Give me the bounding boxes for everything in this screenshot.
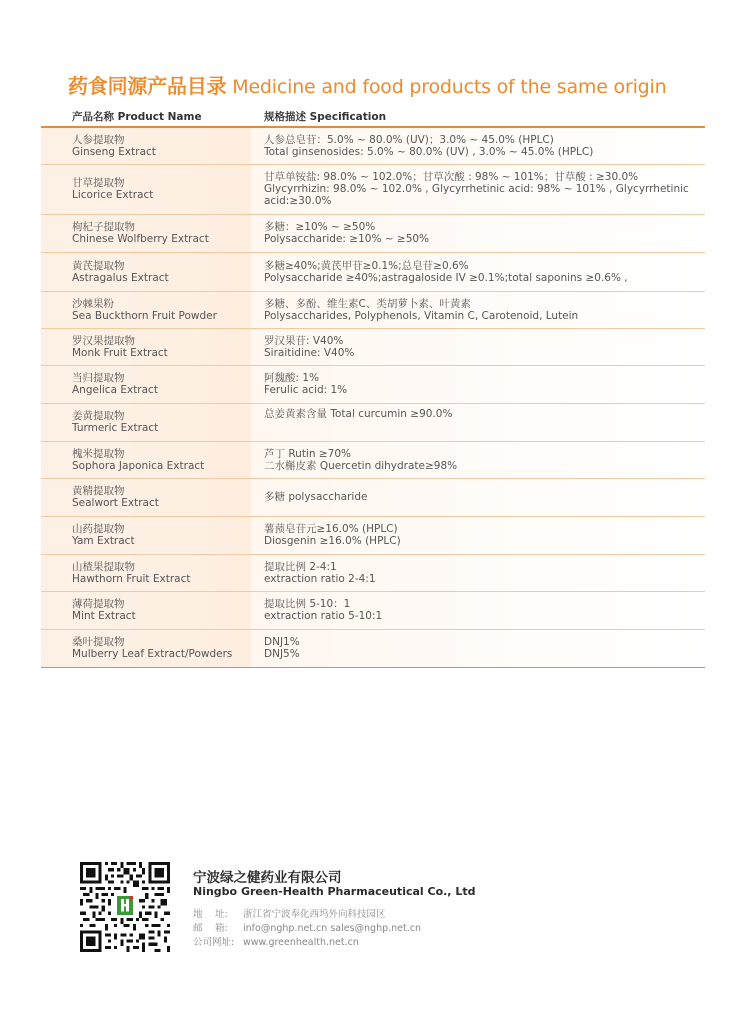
- spec-line: DNJ1%: [264, 636, 300, 648]
- product-name-en: Sealwort Extract: [72, 497, 159, 509]
- spec-line: 甘草单铵盐: 98.0% ~ 102.0%；甘草次酸 : 98% ~ 101%；甘草酸 : ≥30.0%: [264, 171, 639, 183]
- product-name-en: Turmeric Extract: [72, 422, 159, 434]
- company-email: [193, 920, 421, 934]
- email-label: 邮 箱:: [193, 923, 228, 934]
- table-row: [41, 592, 705, 630]
- product-name-cell: [41, 592, 251, 629]
- page-title-cn: 药食同源产品目录: [68, 74, 227, 98]
- website-link[interactable]: www.greenhealth.net.cn: [243, 937, 359, 948]
- product-name-cn: 枸杞子提取物: [72, 221, 135, 233]
- product-name-en: Astragalus Extract: [72, 271, 169, 284]
- spec-line: Glycyrrhizin: 98.0% ~ 102.0% , Glycyrrhetinic acid: 98% ~ 101% , Glycyrrhetinic acid:≥30.0%: [264, 183, 689, 207]
- product-spec-cell: [251, 366, 705, 403]
- address-value: 浙江省宁波奉化西坞外向科技园区: [243, 909, 386, 920]
- spec-line: 多糖 polysaccharide: [264, 491, 368, 503]
- table-row: [41, 555, 705, 592]
- product-name-cell: [41, 555, 251, 591]
- product-name-cell: [41, 479, 251, 516]
- product-spec-cell: [251, 292, 705, 328]
- spec-line: 多糖、多酚、维生素C、类胡萝卜素、叶黄素: [264, 297, 471, 310]
- product-spec-cell: [251, 517, 705, 554]
- table-row: [41, 442, 705, 479]
- product-name-en: Monk Fruit Extract: [72, 346, 168, 359]
- product-name-cn: 甘草提取物: [72, 177, 125, 189]
- product-name-en: Yam Extract: [72, 535, 135, 547]
- product-name-en: Angelica Extract: [72, 384, 158, 396]
- product-name-en: Sea Buckthorn Fruit Powder: [72, 309, 217, 322]
- product-name-en: Chinese Wolfberry Extract: [72, 233, 209, 245]
- table-row: [41, 517, 705, 555]
- product-name-en: Sophora Japonica Extract: [72, 459, 205, 472]
- spec-line: 总姜黄素含量 Total curcumin ≥90.0%: [264, 408, 453, 420]
- product-spec-cell: [251, 479, 705, 516]
- product-spec-cell: [251, 128, 705, 164]
- product-name-cell: [41, 630, 251, 667]
- table-row: [41, 479, 705, 517]
- product-spec-cell: [251, 555, 705, 591]
- product-spec-cell: [251, 253, 705, 291]
- spec-line: 二水槲皮素 Quercetin dihydrate≥98%: [264, 459, 458, 472]
- product-name-en: Mulberry Leaf Extract/Powders: [72, 648, 233, 660]
- spec-line: 阿魏酸: 1%: [264, 372, 320, 384]
- product-name-cn: 黄芪提取物: [72, 259, 125, 272]
- company-address: [193, 906, 386, 920]
- product-table: [41, 128, 705, 668]
- product-name-cell: [41, 253, 251, 291]
- table-row: [41, 366, 705, 404]
- spec-line: 提取比例 5-10：1: [264, 598, 351, 610]
- spec-line: 提取比例 2-4:1: [264, 560, 337, 573]
- product-name-cn: 沙棘果粉: [72, 297, 114, 310]
- spec-line: 薯蓣皂苷元≥16.0% (HPLC): [264, 523, 398, 535]
- product-name-en: Licorice Extract: [72, 189, 154, 201]
- spec-line: Ferulic acid: 1%: [264, 384, 348, 396]
- email-value[interactable]: info@nghp.net.cn sales@nghp.net.cn: [243, 923, 421, 934]
- company-name-cn: 宁波绿之健药业有限公司: [193, 870, 342, 886]
- product-name-cn: 姜黄提取物: [72, 410, 125, 422]
- spec-line: Total ginsenosides: 5.0% ~ 80.0% (UV) , 3.0% ~ 45.0% (HPLC): [264, 145, 594, 158]
- product-name-cn: 山楂果提取物: [72, 560, 135, 573]
- product-name-cn: 桑叶提取物: [72, 636, 125, 648]
- website-label: 公司网址:: [193, 937, 235, 948]
- product-spec-cell: [251, 215, 705, 252]
- product-name-cell: [41, 292, 251, 328]
- table-row: [41, 215, 705, 253]
- product-name-en: Hawthorn Fruit Extract: [72, 572, 191, 585]
- table-row: [41, 165, 705, 215]
- spec-line: 芦丁 Rutin ≥70%: [264, 447, 351, 460]
- page-title-en: Medicine and food products of the same origin: [232, 76, 667, 98]
- product-name-cell: [41, 165, 251, 214]
- spec-line: Polysaccharide ≥40%;astragaloside IV ≥0.1%;total saponins ≥0.6% ,: [264, 271, 628, 284]
- product-name-cell: [41, 517, 251, 554]
- product-name-cell: [41, 128, 251, 164]
- product-name-cell: [41, 442, 251, 478]
- product-spec-cell: [251, 404, 705, 441]
- address-label: 地 址:: [193, 909, 228, 920]
- product-name-cn: 罗汉果提取物: [72, 334, 135, 347]
- table-row: [41, 253, 705, 292]
- product-name-en: Ginseng Extract: [72, 145, 156, 158]
- spec-line: Polysaccharide: ≥10% ~ ≥50%: [264, 233, 430, 245]
- spec-line: 罗汉果苷: V40%: [264, 334, 344, 347]
- spec-line: Siraitidine: V40%: [264, 346, 355, 359]
- product-name-cn: 山药提取物: [72, 523, 125, 535]
- spec-line: extraction ratio 5-10:1: [264, 610, 383, 622]
- product-name-cell: [41, 215, 251, 252]
- qr-code-icon[interactable]: [80, 862, 170, 952]
- product-name-cn: 槐米提取物: [72, 447, 125, 460]
- page-title: [68, 70, 666, 99]
- column-header-spec: 规格描述 Specification: [264, 111, 387, 123]
- product-name-cn: 薄荷提取物: [72, 598, 125, 610]
- product-name-cn: 人参提取物: [72, 133, 125, 146]
- product-spec-cell: [251, 592, 705, 629]
- product-spec-cell: [251, 442, 705, 478]
- table-row: [41, 329, 705, 366]
- table-row: [41, 292, 705, 329]
- product-name-cell: [41, 329, 251, 365]
- product-spec-cell: [251, 165, 705, 214]
- spec-line: Polysaccharides, Polyphenols, Vitamin C, Carotenoid, Lutein: [264, 309, 579, 322]
- spec-line: DNJ5%: [264, 648, 300, 660]
- product-name-cell: [41, 366, 251, 403]
- table-row: [41, 128, 705, 165]
- product-spec-cell: [251, 329, 705, 365]
- spec-line: 人参总皂苷：5.0% ~ 80.0% (UV)；3.0% ~ 45.0% (HPLC): [264, 133, 554, 146]
- column-header-name: 产品名称 Product Name: [72, 111, 202, 123]
- spec-line: 多糖：≥10% ~ ≥50%: [264, 221, 376, 233]
- product-name-cn: 当归提取物: [72, 372, 125, 384]
- product-name-cell: [41, 404, 251, 441]
- product-name-cn: 黄精提取物: [72, 485, 125, 497]
- company-name-en: Ningbo Green-Health Pharmaceutical Co., Ltd: [193, 885, 476, 898]
- spec-line: extraction ratio 2-4:1: [264, 572, 376, 585]
- spec-line: Diosgenin ≥16.0% (HPLC): [264, 535, 401, 547]
- spec-line: 多糖≥40%;黄芪甲苷≥0.1%;总皂苷≥0.6%: [264, 259, 469, 272]
- table-row: [41, 404, 705, 442]
- product-name-en: Mint Extract: [72, 610, 136, 622]
- table-row: [41, 630, 705, 668]
- product-spec-cell: [251, 630, 705, 667]
- company-website: [193, 934, 359, 948]
